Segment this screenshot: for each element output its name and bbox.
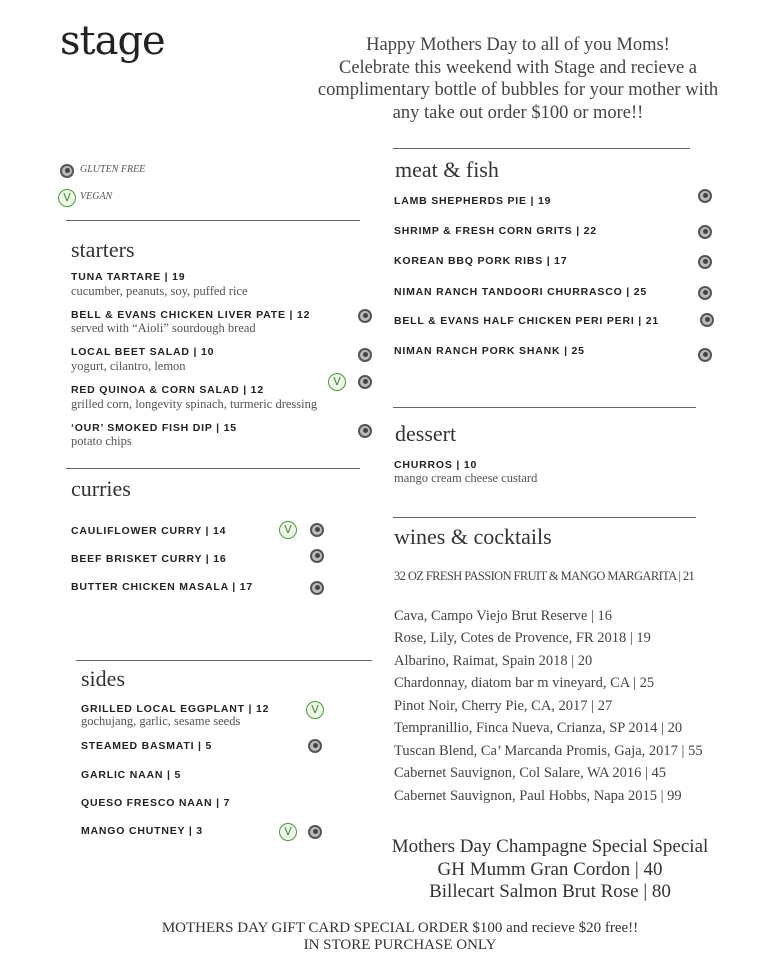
vegan-icon: V: [279, 521, 297, 539]
menu-item-desc: yogurt, cilantro, lemon: [71, 359, 186, 373]
special-line: Billecart Salmon Brut Rose | 80: [429, 881, 671, 902]
vegan-icon: V: [328, 373, 346, 391]
divider: [393, 407, 696, 408]
wine-item: Tuscan Blend, Ca’ Marcanda Promis, Gaja, 2017 | 55: [394, 743, 703, 759]
menu-item-name: QUESO FRESCO NAAN | 7: [81, 797, 231, 809]
menu-item-desc: served with “Aioli” sourdough bread: [71, 321, 256, 335]
menu-item-name: BELL & EVANS CHICKEN LIVER PATE | 12: [71, 309, 311, 321]
menu-item-name: CHURROS | 10: [394, 459, 478, 471]
wine-item: Cabernet Sauvignon, Paul Hobbs, Napa 2015 | 99: [394, 788, 682, 804]
section-title-starters: starters: [71, 237, 135, 262]
section-title-sides: sides: [81, 666, 125, 691]
announcement-line: any take out order $100 or more!!: [392, 102, 644, 123]
menu-item-name: TUNA TARTARE | 19: [71, 271, 186, 283]
wine-item: Cava, Campo Viejo Brut Reserve | 16: [394, 608, 613, 624]
section-title-wines: wines & cocktails: [394, 524, 552, 549]
champagne-special: [340, 836, 760, 904]
menu-item-name: STEAMED BASMATI | 5: [81, 740, 213, 752]
legend-vegan: VEGAN: [80, 191, 113, 202]
special-line: Mothers Day Champagne Special Special: [391, 836, 709, 857]
gluten-free-icon: [698, 348, 712, 362]
gift-card-footer: [80, 920, 720, 954]
menu-item-name: GARLIC NAAN | 5: [81, 769, 182, 781]
wine-item: Rose, Lily, Cotes de Provence, FR 2018 | 19: [394, 630, 651, 646]
menu-item-desc: cucumber, peanuts, soy, puffed rice: [71, 284, 248, 298]
gluten-free-icon: [358, 348, 372, 362]
wine-item: Chardonnay, diatom bar m vineyard, CA | 25: [394, 675, 655, 691]
menu-item-name: KOREAN BBQ PORK RIBS | 17: [394, 255, 568, 267]
announcement-line: Celebrate this weekend with Stage and recieve a: [338, 57, 698, 78]
wine-item: Pinot Noir, Cherry Pie, CA, 2017 | 27: [394, 698, 613, 714]
announcement-line: Happy Mothers Day to all of you Moms!: [366, 35, 670, 55]
menu-item-desc: potato chips: [71, 434, 132, 448]
divider: [66, 468, 360, 469]
menu-item-name: RED QUINOA & CORN SALAD | 12: [71, 384, 264, 396]
menu-item-name: MANGO CHUTNEY | 3: [81, 825, 203, 837]
section-title-curries: curries: [71, 476, 131, 501]
divider: [393, 148, 690, 149]
gluten-free-icon: [698, 225, 712, 239]
wine-item: Albarino, Raimat, Spain 2018 | 20: [394, 653, 593, 669]
divider: [393, 517, 696, 518]
menu-item-name: NIMAN RANCH TANDOORI CHURRASCO | 25: [394, 286, 647, 298]
menu-item-name: BEEF BRISKET CURRY | 16: [71, 553, 227, 565]
wine-item: Cabernet Sauvignon, Col Salare, WA 2016 | 45: [394, 765, 667, 781]
menu-item-desc: mango cream cheese custard: [394, 471, 538, 485]
menu-item-name: NIMAN RANCH PORK SHANK | 25: [394, 345, 585, 357]
menu-item-name: LOCAL BEET SALAD | 10: [71, 346, 215, 358]
margarita-item: 32 OZ FRESH PASSION FRUIT & MANGO MARGARITA | 21: [394, 569, 695, 583]
gluten-free-icon: [60, 164, 74, 178]
menu-item-name: CAULIFLOWER CURRY | 14: [71, 525, 227, 537]
footer-line: MOTHERS DAY GIFT CARD SPECIAL ORDER $100 and recieve $20 free!!: [161, 920, 639, 936]
announcement: [290, 34, 746, 124]
gluten-free-icon: [358, 309, 372, 323]
menu-item-name: BUTTER CHICKEN MASALA | 17: [71, 581, 254, 593]
menu-item-name: LAMB SHEPHERDS PIE | 19: [394, 195, 552, 207]
menu-item-name: BELL & EVANS HALF CHICKEN PERI PERI | 21: [394, 315, 659, 327]
menu-item-desc: gochujang, garlic, sesame seeds: [81, 714, 241, 728]
menu-item-desc: grilled corn, longevity spinach, turmeric dressing: [71, 397, 318, 411]
logo: stage: [60, 18, 165, 64]
legend-gluten-free: GLUTEN FREE: [80, 164, 146, 175]
menu-item-name: GRILLED LOCAL EGGPLANT | 12: [81, 703, 270, 715]
footer-line: IN STORE PURCHASE ONLY: [303, 937, 497, 953]
gluten-free-icon: [700, 313, 714, 327]
menu-item-name: SHRIMP & FRESH CORN GRITS | 22: [394, 225, 597, 237]
gluten-free-icon: [308, 739, 322, 753]
gluten-free-icon: [698, 286, 712, 300]
gluten-free-icon: [310, 549, 324, 563]
section-title-meat-fish: meat & fish: [395, 157, 499, 182]
gluten-free-icon: [310, 523, 324, 537]
special-line: GH Mumm Gran Cordon | 40: [437, 858, 663, 880]
announcement-line: complimentary bottle of bubbles for your mother with: [317, 80, 719, 100]
gluten-free-icon: [358, 375, 372, 389]
gluten-free-icon: [358, 424, 372, 438]
gluten-free-icon: [310, 581, 324, 595]
vegan-icon: V: [58, 189, 76, 207]
section-title-dessert: dessert: [395, 421, 457, 446]
gluten-free-icon: [698, 189, 712, 203]
wine-item: Tempranillio, Finca Nueva, Crianza, SP 2014 | 20: [394, 720, 683, 736]
vegan-icon: V: [279, 823, 297, 841]
gluten-free-icon: [698, 255, 712, 269]
divider: [76, 660, 372, 661]
menu-item-name: ‘OUR’ SMOKED FISH DIP | 15: [71, 422, 237, 434]
vegan-icon: V: [306, 701, 324, 719]
gluten-free-icon: [308, 825, 322, 839]
divider: [66, 220, 360, 221]
